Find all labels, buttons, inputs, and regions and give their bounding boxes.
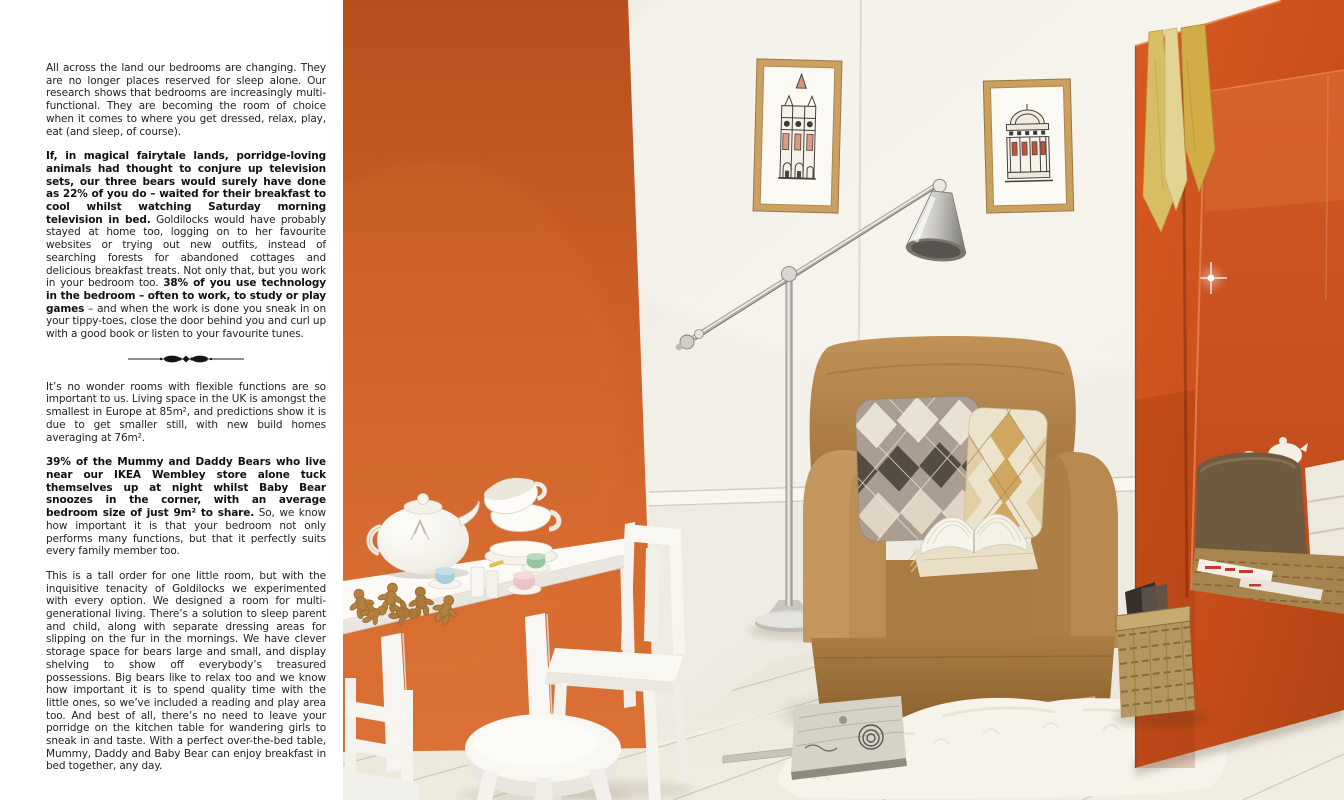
- paragraph-room-design: This is a tall order for one little room, but with the inquisitive tenacity of Goldilocks we experimented with every option. We designed a room for multi-generational living. There’s a solution to sleep parent and child, along with separate dressing areas for slipping on the fur in the mornings. We have clever storage space for bears large and small, and display shelving to show off everybody’s treasured possessions. Big bears like to relax too and we know how important it is to spend quality time with the little ones, so we’ve included a reading and play area too. And best of all, there’s no need to leave your porridge on the kitchen table for wandering girls to sneak in and taste. With a perfect over-the-bed table, Mummy, Daddy and Baby Bear can enjoy breakfast in bed together, any day.: [46, 569, 326, 773]
- paragraph-intro: All across the land our bedrooms are changing. They are no longer places reserved for sleep alone. Our research shows that bedrooms are increasingly multi-functional. They are becoming the room of choice when it comes to where you get dressed, relax, play, eat (and sleep, of course).: [46, 62, 326, 138]
- text-goldilocks: Goldilocks would have probably stayed at home too, logging on to her favourite websites or trying out new outfits, instead of searching forests for abandoned cottages and delicious breakfast treats. Not only that, but you work in your bedroom too.: [46, 213, 326, 290]
- framed-print-dome: [983, 79, 1073, 213]
- article-column: [46, 62, 326, 785]
- room-photograph: [343, 0, 1344, 800]
- paragraph-fairytale: [46, 150, 326, 341]
- bold-statistic-22: If, in magical fairytale lands, porridge-loving animals had thought to conjure up television sets, our three bears would surely have done as 22% of you do – waited for their breakfast to cool whilst watching Saturday morning television in bed.: [46, 150, 326, 226]
- lamp-pivot-joint: [782, 267, 797, 282]
- paragraph-wembley: [46, 456, 326, 558]
- bold-statistic-38: 38% of you use technology in the bedroom – often to work, to study or play games: [46, 277, 326, 315]
- bold-statistic-39: 39% of the Mummy and Daddy Bears who live near our IKEA Wembley store alone tuck themselves up at night whilst Baby Bear snoozes in the corner, with an average bedroom size of just 9m² to share.: [46, 456, 326, 520]
- divider-ornament-icon: [126, 353, 246, 365]
- text-importance: So, we know how important it is that your bedroom not only performs many functions, but that it perfectly suits every family member too.: [46, 507, 327, 558]
- text-tippytoes: – and when the work is done you sneak in on your tippy-toes, close the door behind you and curl up with a good book or listen to your favourite tunes.: [46, 302, 326, 341]
- stool: [457, 714, 629, 800]
- paragraph-living-space: It’s no wonder rooms with flexible functions are so important to us. Living space in the UK is amongst the smallest in Europe at 85m², and predictions show it is due to get smaller still, with new build homes averaging at 76m².: [46, 380, 326, 444]
- framed-print-gothic: [753, 59, 842, 213]
